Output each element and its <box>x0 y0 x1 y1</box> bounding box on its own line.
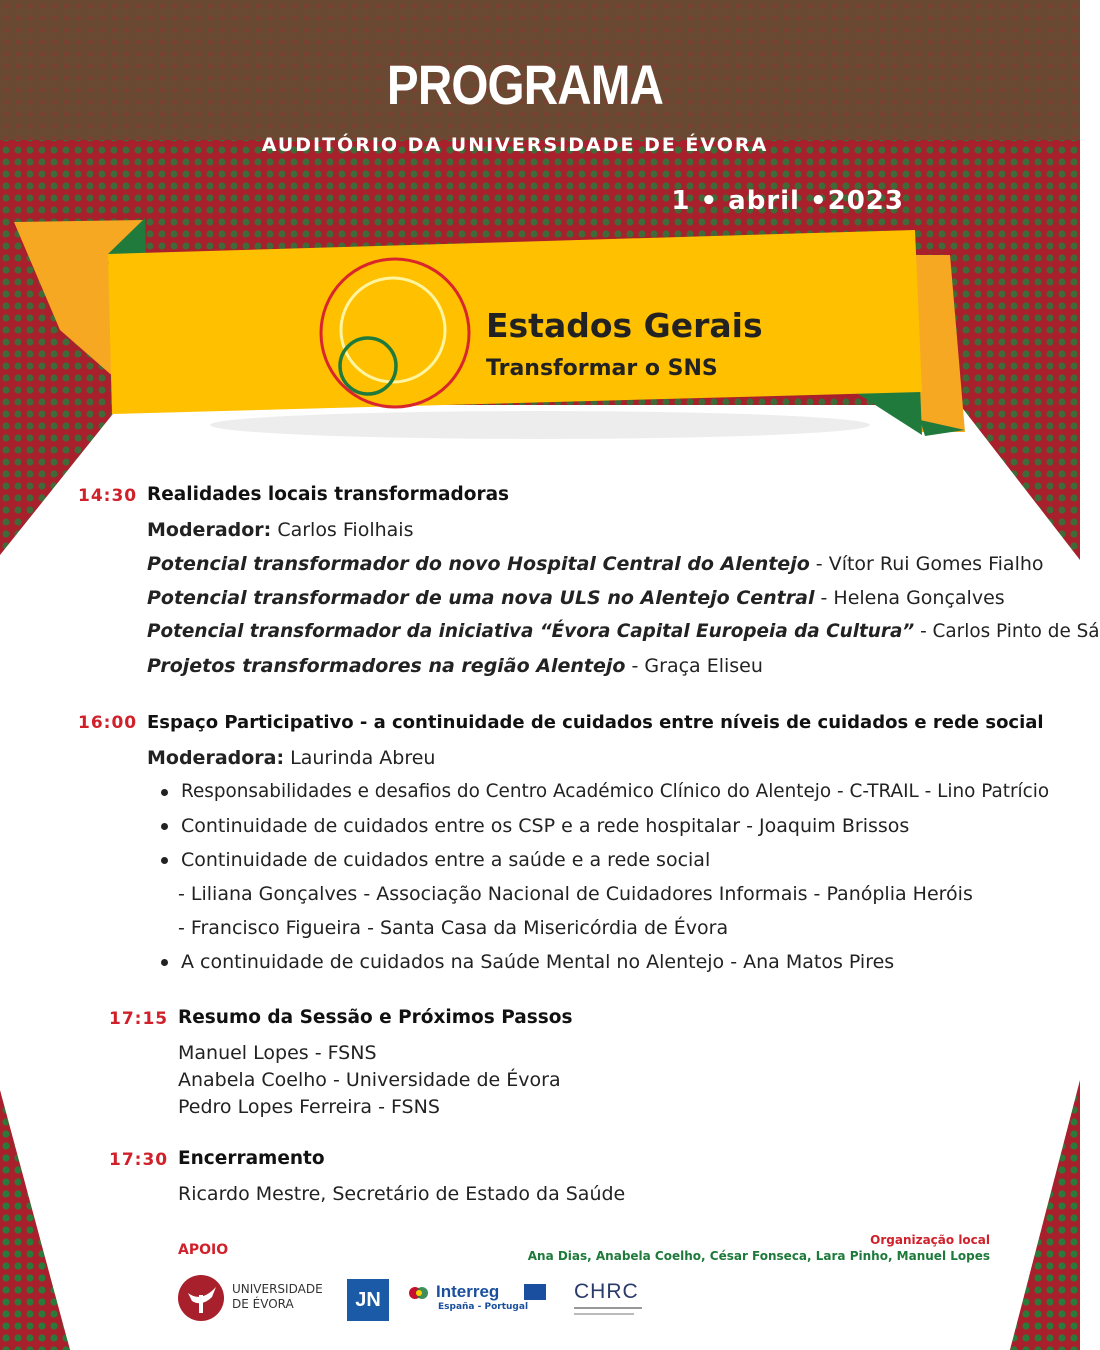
session-time: 14:30 <box>78 486 138 506</box>
banner-subtitle: Transformar o SNS <box>486 356 718 381</box>
session-title: Encerramento <box>178 1148 325 1169</box>
interreg-flag-icon <box>408 1284 430 1302</box>
person-line: Manuel Lopes - FSNS <box>178 1042 377 1064</box>
org-label: Organização local <box>870 1233 990 1247</box>
chrc-divider <box>574 1307 642 1309</box>
session-time: 17:30 <box>109 1150 169 1170</box>
ue-logo-line1: UNIVERSIDADE <box>232 1282 323 1296</box>
venue-label: AUDITÓRIO DA UNIVERSIDADE DE ÉVORA <box>261 134 769 156</box>
chrc-divider <box>574 1313 634 1315</box>
sub-item: - Liliana Gonçalves - Associação Nacional de Cuidadores Informais - Panóplia Heróis <box>178 883 973 905</box>
bullet-item: Continuidade de cuidados entre os CSP e a rede hospitalar - Joaquim Brissos <box>181 815 910 837</box>
session-title: Realidades locais transformadoras <box>147 484 510 505</box>
ue-logo-line2: DE ÉVORA <box>232 1297 294 1311</box>
talk-item <box>147 553 1044 575</box>
session-time: 17:15 <box>109 1009 169 1029</box>
session-title: Espaço Participativo - a continuidade de cuidados entre níveis de cuidados e rede social <box>147 712 1044 733</box>
talk-speaker: - Vítor Rui Gomes Fialho <box>809 553 1044 575</box>
talk-item <box>147 587 1005 609</box>
talk-title: Potencial transformador de uma nova ULS no Alentejo Central <box>147 587 815 609</box>
bullet-item: Responsabilidades e desafios do Centro Académico Clínico do Alentejo - C-TRAIL - Lino Patrício <box>181 781 1050 802</box>
interreg-logo <box>408 1282 548 1322</box>
talk-title: Potencial transformador da iniciativa “Évora Capital Europeia da Cultura” <box>147 621 915 642</box>
eu-flag-icon <box>524 1284 546 1300</box>
event-date: 1 • abril •2023 <box>671 186 904 216</box>
chrc-logo <box>574 1280 654 1324</box>
moderator-name: Laurinda Abreu <box>290 747 436 769</box>
org-names: Ana Dias, Anabela Coelho, César Fonseca, Lara Pinho, Manuel Lopes <box>527 1249 990 1263</box>
interreg-subtext: España - Portugal <box>438 1302 529 1312</box>
person-line: Anabela Coelho - Universidade de Évora <box>178 1069 561 1091</box>
moderator-line <box>147 747 435 769</box>
talk-speaker: - Graça Eliseu <box>625 655 763 677</box>
apoio-label: APOIO <box>178 1242 229 1258</box>
moderator-line <box>147 519 413 541</box>
universidade-evora-logo <box>178 1273 338 1323</box>
talk-item <box>147 621 1100 642</box>
bullet-item: Continuidade de cuidados entre a saúde e a rede social <box>181 849 711 871</box>
universidade-evora-emblem-icon <box>178 1273 228 1323</box>
moderator-name: Carlos Fiolhais <box>277 519 414 541</box>
talk-title: Potencial transformador do novo Hospital Central do Alentejo <box>147 553 810 575</box>
session-title: Resumo da Sessão e Próximos Passos <box>178 1007 573 1028</box>
jn-logo: JN <box>347 1279 389 1321</box>
moderator-label: Moderador: <box>147 519 272 541</box>
chrc-text: CHRC <box>574 1280 639 1303</box>
moderator-label: Moderadora: <box>147 747 285 769</box>
person-line: Pedro Lopes Ferreira - FSNS <box>178 1096 440 1118</box>
bullet-item: A continuidade de cuidados na Saúde Mental no Alentejo - Ana Matos Pires <box>181 951 895 973</box>
banner-title: Estados Gerais <box>486 306 763 345</box>
talk-item <box>147 655 763 677</box>
talk-title: Projetos transformadores na região Alentejo <box>147 655 626 677</box>
page-title: PROGRAMA <box>386 53 664 116</box>
interreg-text: Interreg <box>436 1282 500 1301</box>
sub-item: - Francisco Figueira - Santa Casa da Misericórdia de Évora <box>178 917 729 939</box>
talk-speaker: - Carlos Pinto de Sá <box>914 621 1100 642</box>
session-time: 16:00 <box>78 713 138 733</box>
person-line: Ricardo Mestre, Secretário de Estado da Saúde <box>178 1183 626 1205</box>
talk-speaker: - Helena Gonçalves <box>814 587 1005 609</box>
